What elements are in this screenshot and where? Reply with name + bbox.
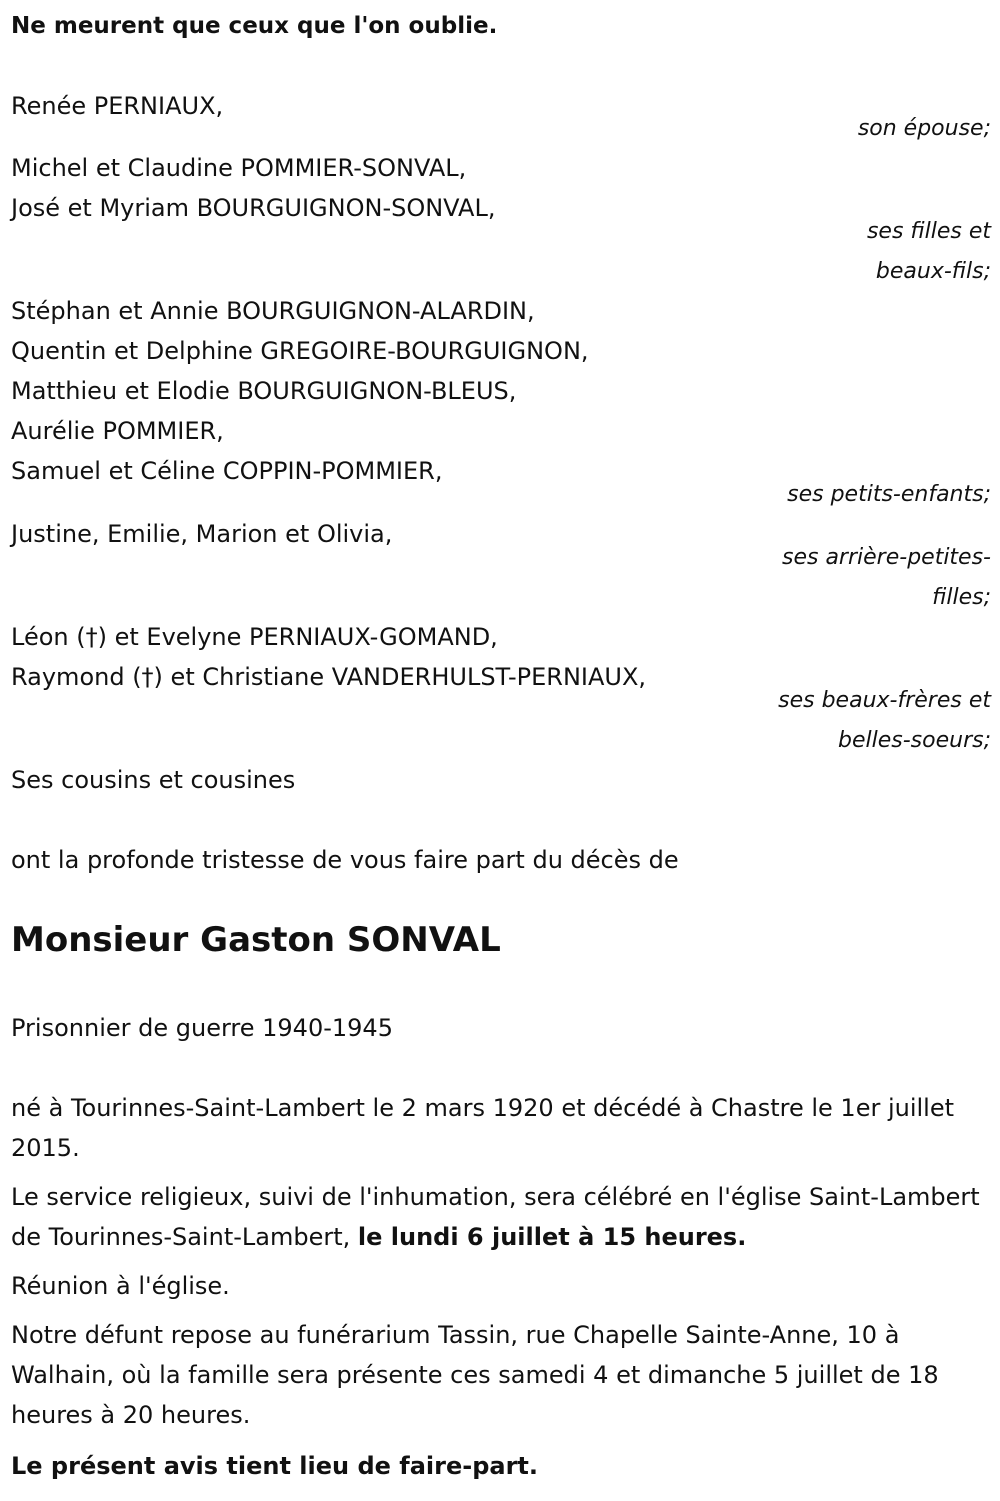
relation-label: filles; xyxy=(932,585,991,610)
service-text: Le service religieux, suivi de l'inhumation, sera célébré en l'église Saint-Lambert de Tourinnes-Saint-Lambert, xyxy=(11,1183,980,1251)
title-line: Prisonnier de guerre 1940-1945 xyxy=(11,1014,393,1042)
deceased-name: Monsieur Gaston SONVAL xyxy=(11,920,501,960)
relation-label: beaux-fils; xyxy=(875,259,991,284)
funeral-home-paragraph: Notre défunt repose au funérarium Tassin, rue Chapelle Sainte-Anne, 10 à Walhain, où la famille sera présente ces samedi 4 et dimanche 5 juillet de 18 heures à 20 heures. xyxy=(11,1321,939,1429)
relation-label: ses petits-enfants; xyxy=(787,482,991,507)
cousins-line: Ses cousins et cousines xyxy=(11,766,296,794)
obituary-notice xyxy=(11,0,991,1501)
service-paragraph xyxy=(11,1177,986,1257)
family-name-line: Michel et Claudine POMMIER-SONVAL, xyxy=(11,154,467,182)
family-name-line: Renée PERNIAUX, xyxy=(11,92,224,120)
family-name-line: Raymond (†) et Christiane VANDERHULST-PERNIAUX, xyxy=(11,663,647,691)
relation-label: ses arrière-petites- xyxy=(782,545,991,570)
family-name-line: Aurélie POMMIER, xyxy=(11,417,224,445)
relation-label: ses beaux-frères et xyxy=(778,688,991,713)
family-name-line: Stéphan et Annie BOURGUIGNON-ALARDIN, xyxy=(11,297,535,325)
family-name-line: Léon (†) et Evelyne PERNIAUX-GOMAND, xyxy=(11,623,498,651)
relation-label: son épouse; xyxy=(857,116,991,141)
closing-line: Le présent avis tient lieu de faire-part. xyxy=(11,1452,539,1480)
family-name-line: Quentin et Delphine GREGOIRE-BOURGUIGNON, xyxy=(11,337,589,365)
service-time: le lundi 6 juillet à 15 heures. xyxy=(357,1223,747,1251)
family-name-line: Justine, Emilie, Marion et Olivia, xyxy=(11,520,393,548)
family-name-line: José et Myriam BOURGUIGNON-SONVAL, xyxy=(11,194,496,222)
meeting-line: Réunion à l'église. xyxy=(11,1272,230,1300)
family-name-line: Matthieu et Elodie BOURGUIGNON-BLEUS, xyxy=(11,377,517,405)
family-name-line: Samuel et Céline COPPIN-POMMIER, xyxy=(11,457,443,485)
relation-label: ses filles et xyxy=(866,219,991,244)
birth-death-paragraph: né à Tourinnes-Saint-Lambert le 2 mars 1920 et décédé à Chastre le 1er juillet 2015. xyxy=(11,1094,955,1162)
motto: Ne meurent que ceux que l'on oublie. xyxy=(11,13,498,39)
announcement-text: ont la profonde tristesse de vous faire part du décès de xyxy=(11,846,679,874)
relation-label: belles-soeurs; xyxy=(838,728,991,753)
